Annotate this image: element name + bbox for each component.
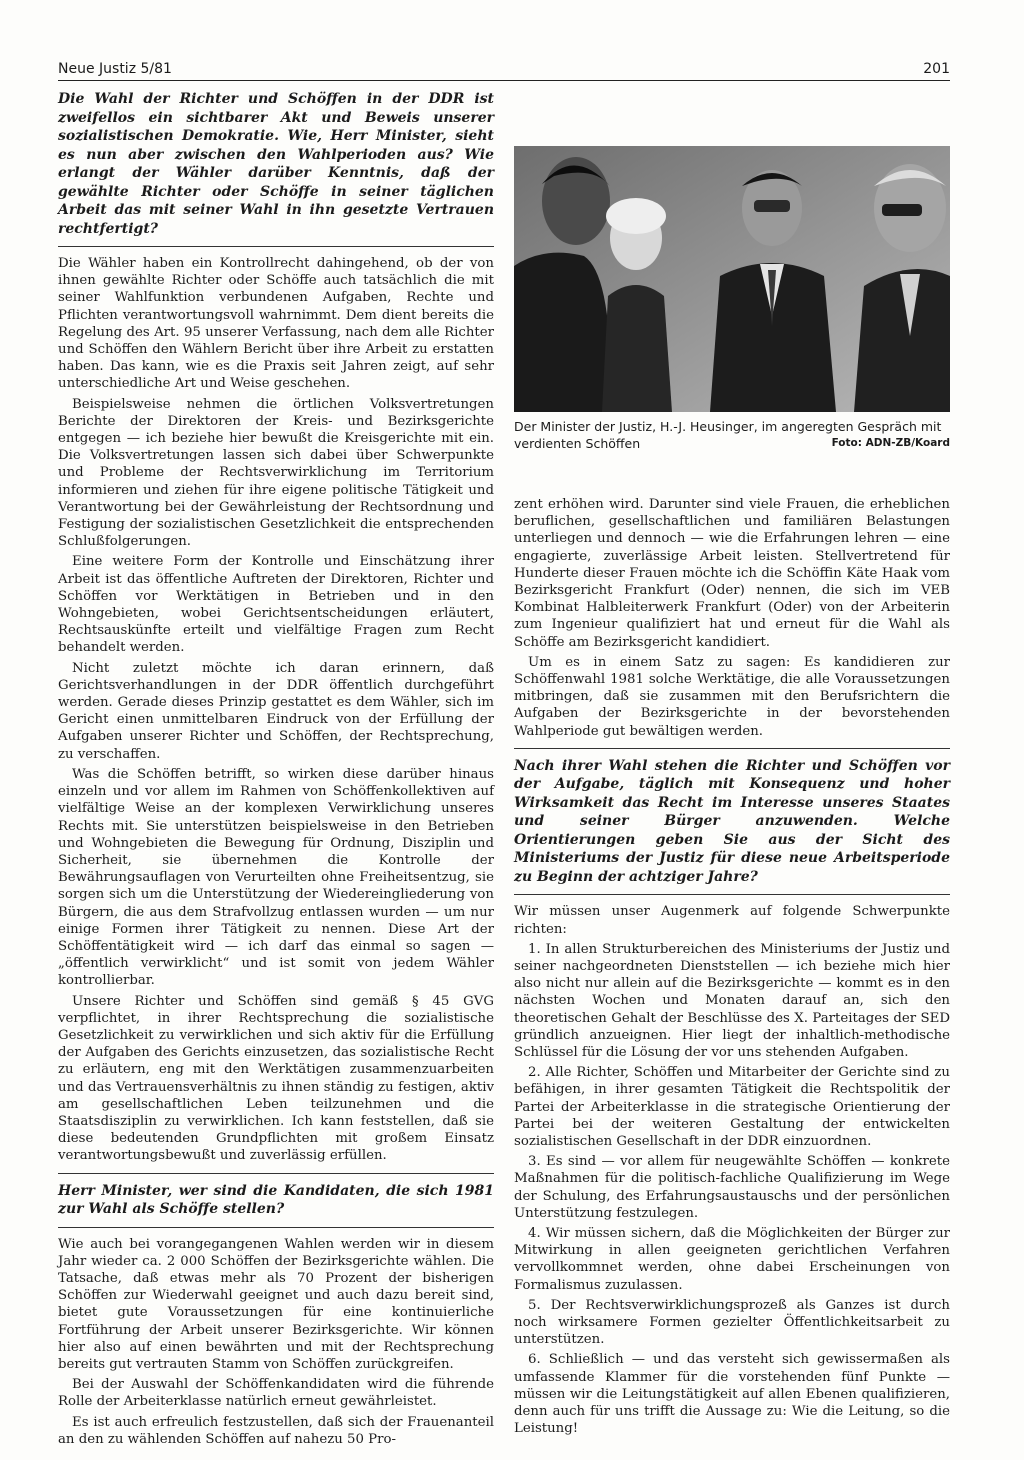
paragraph: Wir müssen unser Augenmerk auf folgende Schwerpunkte richten: (514, 904, 950, 937)
paragraph: Wie auch bei vorangegangenen Wahlen werden wir in diesem Jahr wieder ca. 2 000 Schöffen der Bezirksgerichte wählen. Die Tatsache, daß etwas mehr als 70 Prozent der bisherigen Schöffen zur Wiederwahl geeignet und auch dazu bereit sind, bietet gute Voraussetzungen für eine kontinuierliche Fortführung der Arbeit unserer Bezirksgerichte. Wir können hier also auf einen bewährten und mit der Rechtsprechung bereits gut vertrauten Stamm von Schöffen zurückgreifen. (58, 1236, 494, 1372)
paragraph: Um es in einem Satz zu sagen: Es kandidieren zur Schöffenwahl 1981 solche Werktätige, die alle Voraussetzungen mitbringen, daß sie zusammen mit den Berufsrichtern die Aufgaben der Bezirksgerichte in der bevorstehenden Wahlperiode gut bewältigen werden. (514, 654, 950, 739)
paragraph: Es ist auch erfreulich festzustellen, daß sich der Frauenanteil an den zu wählenden Schöffen auf nahezu 50 Pro- (58, 1414, 494, 1447)
page-header (58, 58, 950, 81)
interview-question-1: Die Wahl der Richter und Schöffen in der DDR ist zweifellos ein sichtbarer Akt und Beweis unserer sozialistischen Demokratie. Wie, Herr Minister, sieht es nun aber zwischen den Wahlperioden aus? Wie erlangt der Wähler darüber Kenntnis, daß der gewählte Richter oder Schöffe in seiner täglichen Arbeit das mit seiner Wahl in ihn gesetzte Vertrauen rechtfertigt? (58, 91, 494, 237)
list-item: 3. Es sind — vor allem für neugewählte Schöffen — konkrete Maßnahmen für die politisch-fachliche Qualifizierung im Wege der Schulung, des Erfahrungsaustauschs und der persönlichen Unterstützung festzulegen. (514, 1154, 950, 1221)
journal-title: Neue Justiz 5/81 (58, 61, 172, 77)
paragraph: Was die Schöffen betrifft, so wirken diese darüber hinaus einzeln und vor allem im Rahmen von Schöffenkollektiven auf vielfältige Weise an der komplexen Verwirklichung unseres Rechts mit. Sie unterstützen beispielsweise in den Betrieben und Wohngebieten die Bewegung für Ordnung, Disziplin und Sicherheit, sie übernehmen die Kontrolle der Bewährungsauflagen von Verurteilten ohne Freiheitsentzug, sie sorgen sich um die Unterstützung der Wiedereingliederung von Bürgern, die aus dem Strafvollzug entlassen wurden — um nur einige Formen ihrer Tätigkeit zu nennen. Diese Art der Schöffentätigkeit wird — ich darf das einmal so sagen — „öffentlich verwirklicht“ und ist somit von jedem Wähler kontrollierbar. (58, 766, 494, 989)
paragraph: Bei der Auswahl der Schöffenkandidaten wird die führende Rolle der Arbeiterklasse natürlich erneut gewährleistet. (58, 1377, 494, 1410)
list-item: 6. Schließlich — und das versteht sich gewissermaßen als umfassende Klammer für die vorstehenden fünf Punkte — müssen wir die Leitungstätigkeit auf allen Ebenen qualifizieren, denn auch für uns trifft die Aussage zu: Wie die Leitung, so die Leistung! (514, 1352, 950, 1437)
divider (58, 246, 494, 247)
divider (514, 748, 950, 749)
page-number: 201 (923, 61, 950, 77)
paragraph: Unsere Richter und Schöffen sind gemäß § 45 GVG verpflichtet, in ihrer Rechtsprechung die sozialistische Gesetzlichkeit zu verwirklichen und sich aktiv für die Erfüllung der Aufgaben des Gerichts einzusetzen, das sozialistische Recht zu erläutern, eng mit den Werktätigen zusammenzuarbeiten und das Vertrauensverhältnis zu ihnen ständig zu festigen, aktiv am gesellschaftlichen Leben teilzunehmen und die Staatsdisziplin zu verwirklichen. Ich kann feststellen, daß sie diese bedeutenden Grundpflichten mit großem Einsatz verantwortungsbewußt und zuverlässig erfüllen. (58, 993, 494, 1164)
divider (58, 1227, 494, 1228)
interview-question-3: Nach ihrer Wahl stehen die Richter und Schöffen vor der Aufgabe, täglich mit Konsequenz und hoher Wirksamkeit das Recht im Interesse unseres Staates und seiner Bürger anzuwenden. Welche Orientierungen geben Sie aus der Sicht des Ministeriums der Justiz für diese neue Arbeitsperiode zu Beginn der achtziger Jahre? (514, 757, 950, 885)
paragraph: zent erhöhen wird. Darunter sind viele Frauen, die erheblichen beruflichen, gesellschaftlichen und familiären Belastungen unterliegen und dennoch — wie die Erfahrungen lehren — eine engagierte, zuverlässige Arbeit leisten. Stellvertretend für Hunderte dieser Frauen möchte ich die Schöffin Käte Haak vom Bezirksgericht Frankfurt (Oder) nennen, die sich im VEB Kombinat Halbleiterwerk Frankfurt (Oder) von der Arbeiterin zum Ingenieur qualifiziert hat und erneut für die Wahl als Schöffe am Bezirksgericht kandidiert. (514, 497, 950, 650)
list-item: 2. Alle Richter, Schöffen und Mitarbeiter der Gerichte sind zu befähigen, in ihrer gesamten Tätigkeit die Rechtspolitik der Partei der Arbeiterklasse in die strategische Orientierung der Partei bei der weiteren Gestaltung der entwickelten sozialistischen Gesellschaft in der DDR einzuordnen. (514, 1065, 950, 1149)
list-item: 4. Wir müssen sichern, daß die Möglichkeiten der Bürger zur Mitwirkung in allen geeigneten gerichtlichen Verfahren vervollkommnet werden, ohne dabei Erscheinungen von Formalismus zuzulassen. (514, 1226, 950, 1293)
photo-credit: Foto: ADN-ZB/Koard (831, 437, 950, 449)
paragraph: Die Wähler haben ein Kontrollrecht dahingehend, ob der von ihnen gewählte Richter oder Schöffe auch tatsächlich die mit seiner Wahlfunktion verbundenen Aufgaben, Rechte und Pflichten verantwortungsvoll wahrnimmt. Dem dient bereits die Regelung des Art. 95 unserer Verfassung, nach dem alle Richter und Schöffen den Wählern Bericht über ihre Arbeit zu erstatten haben. Das kann, wie es die Praxis seit Jahren zeigt, auf sehr unterschiedliche Art und Weise geschehen. (58, 256, 494, 392)
divider (58, 1173, 494, 1174)
interview-question-2: Herr Minister, wer sind die Kandidaten, die sich 1981 zur Wahl als Schöffe stellen? (58, 1182, 494, 1218)
left-column (58, 90, 494, 1451)
paragraph: Nicht zuletzt möchte ich daran erinnern, daß Gerichtsverhandlungen in der DDR öffentlich durchgeführt werden. Gerade dieses Prinzip gestattet es dem Wähler, sich im Gericht einen unmittelbaren Eindruck von der Erfüllung der Aufgaben unserer Richter und Schöffen, der Rechtsprechung, zu verschaffen. (58, 660, 494, 762)
photo-illustration (514, 146, 950, 412)
list-item: 5. Der Rechtsverwirklichungsprozeß als Ganzes ist durch noch wirksamere Formen gezielter Öffentlichkeitsarbeit zu unterstützen. (514, 1297, 950, 1348)
photo-caption (514, 418, 950, 452)
caption-text: Der Minister der Justiz, H.-J. Heusinger, im angeregten Gespräch mit verdienten Schöffen (514, 419, 942, 451)
paragraph: Eine weitere Form der Kontrolle und Einschätzung ihrer Arbeit ist das öffentliche Auftreten der Direktoren, Richter und Schöffen vor Werktätigen in Betrieben und in den Wohngebieten, wobei Gerichtsentscheidungen erläutert, Rechtsauskünfte erteilt und vielfältige Fragen zum Recht behandelt werden. (58, 554, 494, 656)
news-photo (514, 146, 950, 412)
list-item: 1. In allen Strukturbereichen des Ministeriums der Justiz und seiner nachgeordneten Dienststellen — ich beziehe mich hier also nicht nur allein auf die Bezirksgerichte — kommt es in den nächsten Wochen und Monaten darauf an, sich den theoretischen Gehalt der Beschlüsse des X. Parteitages der SED gründlich anzueignen. Hier liegt der inhaltlich-methodische Schlüssel für die Lösung der vor uns stehenden Aufgaben. (514, 941, 950, 1060)
paragraph: Beispielsweise nehmen die örtlichen Volksvertretungen Berichte der Direktoren der Kreis- und Bezirksgerichte entgegen — ich beziehe hier bewußt die Kreisgerichte mit ein. Die Volksvertretungen lassen sich dabei über Schwerpunkte und Probleme der Rechtsverwirklichung im Territorium informieren und ziehen für ihre eigene politische Tätigkeit und Verantwortung bei der Gewährleistung der Rechtsordnung und Festigung der sozialistischen Gesetzlichkeit die entsprechenden Schlußfolgerungen. (58, 396, 494, 550)
right-column (514, 496, 950, 1440)
divider (514, 894, 950, 895)
